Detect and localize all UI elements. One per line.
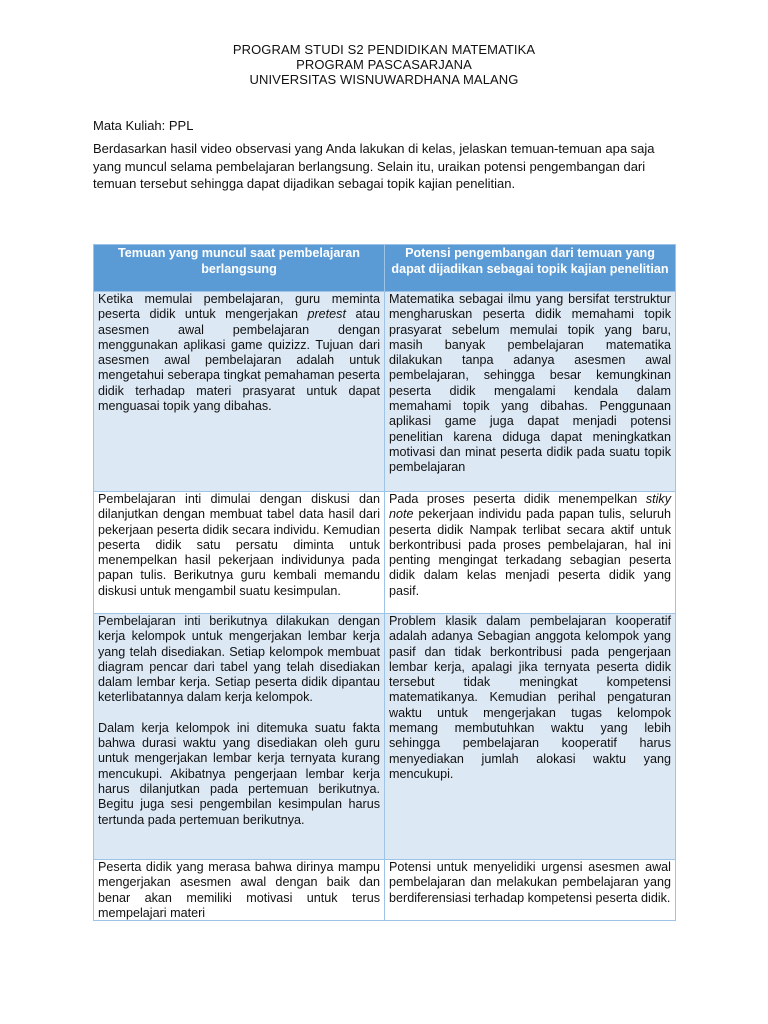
potential-cell bbox=[385, 492, 676, 614]
finding-cell bbox=[94, 614, 385, 860]
cell-text: Ketika memulai pembelajaran, guru meminta peserta didik untuk mengerjakan pretest atau asesmen awal pembelajaran dengan menggunakan aplikasi game quizizz. Tujuan dari asesmen awal pembelajaran adalah untuk mengetahui seberapa tingkat pemahaman peserta didik terhadap materi prasyarat untuk dapat menguasai topik yang dibahas. bbox=[98, 292, 380, 414]
course-label: Mata Kuliah: PPL bbox=[93, 118, 194, 133]
finding-cell bbox=[94, 860, 385, 921]
table-row bbox=[94, 860, 676, 921]
findings-table bbox=[93, 244, 676, 921]
header-line-3: UNIVERSITAS WISNUWARDHANA MALANG bbox=[249, 72, 519, 87]
table-row bbox=[94, 492, 676, 614]
potential-cell bbox=[385, 292, 676, 492]
cell-text: Peserta didik yang merasa bahwa dirinya mampu mengerjakan asesmen awal dengan baik dan benar akan memiliki motivasi untuk terus mempelajari materi bbox=[98, 860, 380, 920]
instruction-paragraph: Berdasarkan hasil video observasi yang Anda lakukan di kelas, jelaskan temuan-temuan apa saja yang muncul selama pembelajaran berlangsung. Selain itu, uraikan potensi pengembangan dari temuan tersebut sehingga dapat dijadikan sebagai topik kajian penelitian. bbox=[93, 141, 655, 191]
cell-text: Problem klasik dalam pembelajaran kooperatif adalah adanya Sebagian anggota kelompok yang pasif dan tidak berkontribusi pada pengerjaan lembar kerja, apalagi jika ternyata peserta didik tersebut tidak meningkat kompetensi matematikanya. Kemudian perihal pengaturan waktu untuk mengerjakan tugas kelompok memang membutuhkan waktu yang lebih sehingga pembelajaran kooperatif harus menyediakan jumlah alokasi waktu yang mencukupi. bbox=[389, 614, 671, 781]
finding-cell bbox=[94, 492, 385, 614]
column-header-findings: Temuan yang muncul saat pembelajaran berlangsung bbox=[94, 245, 385, 292]
table-row bbox=[94, 614, 676, 860]
header-line-1: PROGRAM STUDI S2 PENDIDIKAN MATEMATIKA bbox=[232, 42, 536, 57]
table-row bbox=[94, 292, 676, 492]
document-header bbox=[0, 42, 768, 87]
table-header-row bbox=[94, 245, 676, 292]
header-line-2: PROGRAM PASCASARJANA bbox=[296, 57, 472, 72]
cell-text: Pada proses peserta didik menempelkan stiky note pekerjaan individu pada papan tulis, seluruh peserta didik Nampak terlibat secara aktif untuk berkontribusi pada proses pembelajaran, hal ini penting mengingat terkadang sebagian peserta didik dalam kelas menjadi peserta didik yang pasif. bbox=[389, 492, 671, 598]
finding-cell bbox=[94, 292, 385, 492]
cell-text: Pembelajaran inti dimulai dengan diskusi dan dilanjutkan dengan membuat tabel data hasil dari pekerjaan peserta didik secara individu. Kemudian peserta didik satu persatu diminta untuk menempelkan hasil pekerjaan individunya pada papan tulis. Berikutnya guru kembali memandu diskusi untuk mengambil suatu kesimpulan. bbox=[98, 492, 380, 598]
cell-text: Matematika sebagai ilmu yang bersifat terstruktur mengharuskan peserta didik memahami topik prasyarat sebelum memulai topik yang baru, masih banyak pembelajaran matematika dilakukan tanpa adanya asesmen awal pembelajaran, sehingga besar kemungkinan peserta didik mengalami kendala dalam memahami topik yang dibahas. Penggunaan aplikasi game juga dapat menjadi potensi penelitian karena diduga dapat meningkatkan motivasi dan minat peserta didik pada suatu topik pembelajaran bbox=[389, 292, 671, 475]
potential-cell bbox=[385, 614, 676, 860]
potential-cell bbox=[385, 860, 676, 921]
column-header-potential: Potensi pengembangan dari temuan yang dapat dijadikan sebagai topik kajian penelitian bbox=[385, 245, 676, 292]
cell-text: Potensi untuk menyelidiki urgensi asesmen awal pembelajaran dan melakukan pembelajaran yang berdiferensiasi terhadap kompetensi peserta didik. bbox=[389, 860, 671, 905]
cell-text: Dalam kerja kelompok ini ditemuka suatu fakta bahwa durasi waktu yang disediakan oleh guru untuk mengerjakan lembar kerja ternyata kurang mencukupi. Akibatnya pengerjaan lembar kerja harus dilanjutkan pada pertemuan berikutnya. Begitu juga sesi pengembilan kesimpulan harus tertunda pada pertemuan berikutnya. bbox=[98, 720, 380, 827]
cell-text: Pembelajaran inti berikutnya dilakukan dengan kerja kelompok untuk mengerjakan lembar kerja yang telah disediakan. Setiap kelompok membuat diagram pencar dari tabel yang telah disediakan dalam lembar kerja. Setiap peserta didik dipantau keterlibatannya dalam kerja kelompok. bbox=[98, 614, 380, 705]
